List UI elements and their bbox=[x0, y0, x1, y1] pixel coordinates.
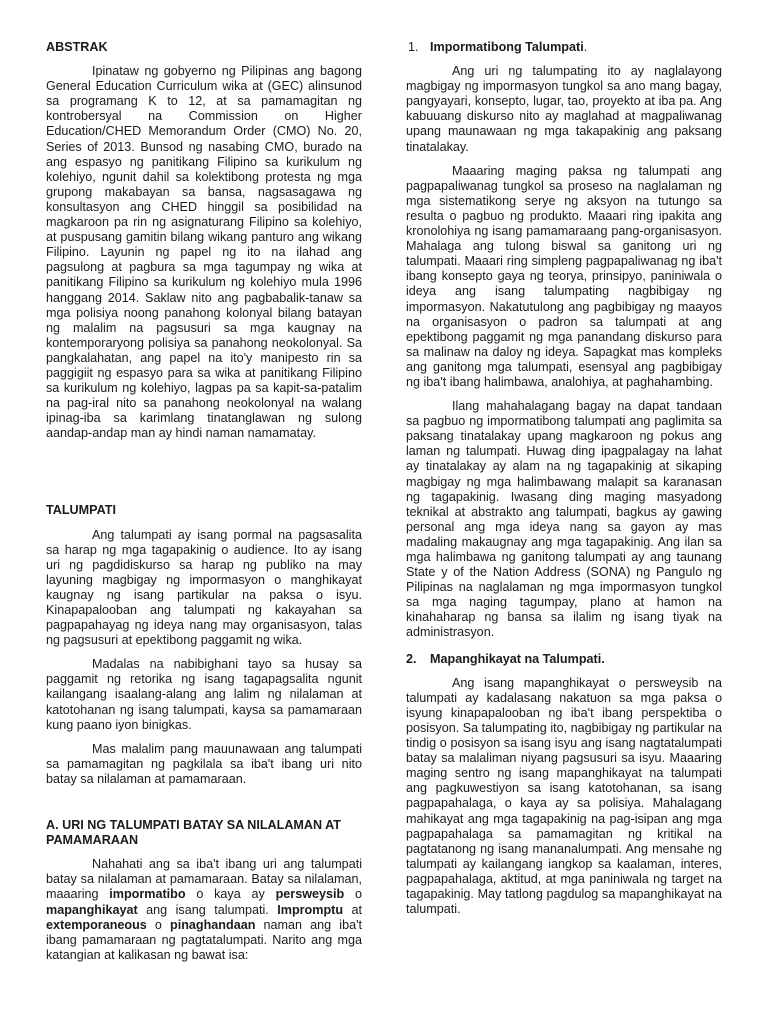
impormatibo-title: Impormatibong Talumpati bbox=[430, 40, 584, 54]
talumpati-paragraph-2: Madalas na nabibighani tayo sa husay sa paggamit ng retorika ng isang tagapagsalita ngunit kailangang isaalang-alang ang lalim ng nilalaman at katotohanan ng isang talumpati, kaysa sa pamamaraan kung paano iyon binigkas. bbox=[46, 657, 362, 732]
mapanghikayat-heading bbox=[406, 652, 722, 667]
left-column bbox=[46, 40, 362, 963]
abstrak-paragraph: Ipinataw ng gobyerno ng Pilipinas ang bagong General Education Curriculum wika at (GEC) alinsunod sa programang K to 12, at sa pamamagitan ng kontrobersyal na Commission on Higher Education/CHED Memorandum Order (CMO) No. 20, Series of 2013. Bunsod ng nasabing CMO, burado na ang espasyo ng panitikang Filipino sa kurikulum ng kolehiyo, ngunit dahil sa kolektibong protesta ng mga grupong makabayan sa bansa, nagsasagawa ng konsultasyon ang CHED hinggil sa posibilidad na magkaroon pa rin ng asignaturang Filipino sa kolehiyo, at puspusang gamitin bilang wikang panturo ang wikang Filipino. Layunin ng papel ng ito na ilahad ang pagsulong at pagbura sa mga tagumpay ng wika at panitikang Filipino sa kurikulum ng kolehiyo mula 1996 hanggang 2014. Saklaw nito ang pagbabalik-tanaw sa mga polisiya noong panahong kolonyal bilang batayan ng malalim na pagsusuri sa mga kaugnay na kontemporaryong polisiya sa panahong neokolonyal. Sa pangkalahatan, ang papel na ito'y manipesto rin sa paggigiit ng espasyo para sa wika at panitikang Filipino sa kurikulum ng kolehiyo, lagpas pa sa kapit-sa-patalim na pag-iral nito sa panahong neokolonyal na walang ipinag-iba sa karimlang tinatanglawan ng sulong aandap-andap man ay hindi naman namamatay. bbox=[46, 64, 362, 441]
impormatibo-paragraph-1: Ang uri ng talumpating ito ay naglalayong magbigay ng impormasyon tungkol sa ano mang bagay, pangyayari, konsepto, lugar, tao, proyekto at iba pa. Ang kabuuang diskurso nito ay maglahad at magpaliwanag upang maunawaan ng mga takapakinig ang paksang tinatalakay. bbox=[406, 64, 722, 154]
right-column bbox=[406, 40, 722, 917]
mapanghikayat-paragraph: Ang isang mapanghikayat o persweysib na talumpati ay kadalasang nakatuon sa mga paksa o isyung kinapapalooban ng iba't ibang perspektiba o posisyon. Sa talumpating ito, nagbibigay ng partikular na tindig o posisyon sa isang isyu ang isang nagtatalumpati batay sa malaliman niyang pagsusuri sa isyu. Maaaring maging sentro ng isang mapanghikayat na talumpati ang pagkuwestiyon sa isang katotohanan, sa isang pagpapahalaga, o kaya ay sa polisiya. Mahalagang mahikayat ang mga tagapakinig na pag-isipan ang mga pagpapahalaga sa pamamagitan ng kritikal na pagtatanong ng isang mananalumpati. Ang mensahe ng talumpati ay kailangang iangkop sa kaalaman, interes, pagpapahalaga, aktitud, at mga paniniwala ng target na tagapakinig. May tatlong pagdulog sa mapanghikayat na talumpati. bbox=[406, 675, 722, 917]
talumpati-heading: TALUMPATI bbox=[46, 503, 116, 518]
uri-heading: A. URI NG TALUMPATI BATAY SA NILALAMAN AT PAMAMARAAN bbox=[46, 818, 341, 848]
impormatibo-number: 1. bbox=[408, 40, 419, 54]
impormatibo-paragraph-3: Ilang mahahalagang bagay na dapat tandaan sa pagbuo ng impormatibong talumpati ang paglimita sa paksang tinatalakay upang magkaroon ng pokus ang laman ng talumpati. Huwag ding ipagpalagay na lahat ay tinatalakay ay alam na ng tagapakinig at sikaping magbigay ng mga halimbawang malapit sa karanasan ng tagapakinig. Iwasang ding maging masyadong teknikal at abstrakto ang talumpati, bagkus ay gawing personal ang mga ideya nang sa gayon ay mas madaling makaugnay ang mga tagapakinig. Ang ilan sa mga halimbawa ng ganitong talumpati ay ang taunang State y of the Nation Address (SONA) ng Pangulo ng Pilipinas na naglalaman ng mga impormasyon tungkol sa mga naging tagumpay, plano at hamon na kinahaharap ng bansa sa ilalim ng isang tiyak na administrasyon. bbox=[406, 399, 722, 640]
impormatibo-heading: 1. Impormatibong Talumpati. bbox=[408, 40, 588, 54]
abstrak-heading: ABSTRAK bbox=[46, 40, 108, 54]
impormatibo-paragraph-2: Maaaring maging paksa ng talumpati ang pagpapaliwanag tungkol sa proseso na naglalaman ng mga sistematikong serye ng aksyon na tutungo sa resulta o pagbuo ng produkto. Maaari ring ipakita ang kronolohiya ng isang pamamaraang pang-organisasyon. Mahalaga ang tulong biswal sa ganitong uri ng talumpati. Maaari ring simpleng pagpapaliwanag ng iba't ibang konsepto gaya ng teorya, prinsipyo, paniniwala o ideya ang isang talumpating nagbibigay ng impormasyon. Nakatutulong ang pagbibigay ng maayos na organisasyon o padron sa talumpati at ang epektibong paggamit ng mga panandang diskurso para sa malinaw na daloy ng ideya. Sapagkat mas kompleks ang ganitong mga talumpati, esensyal ang pagbibigay ng iba't ibang halimbawa, analohiya, at paghahambing. bbox=[406, 163, 722, 389]
mapanghikayat-number: 2. bbox=[406, 651, 417, 666]
uri-paragraph: Nahahati ang sa iba't ibang uri ang talumpati batay sa nilalaman at pamamaraan. Batay sa nilalaman, maaaring impormatibo o kaya ay persweysib o mapanghikayat ang isang talumpati. Impromptu at extemporaneous o pinaghandaan naman ang iba't ibang pamamaraan ng pagtatalumpati. Narito ang mga katangian at kalikasan ng bawat isa: bbox=[46, 857, 362, 962]
talumpati-paragraph-1: Ang talumpati ay isang pormal na pagsasalita sa harap ng mga tagapakinig o audience. Ito ay isang uri ng pagdidiskurso sa harap ng publiko na may layuning magbigay ng impormasyon o manghikayat kaugnay ng isang partikular na paksa o isyu. Kinapapalooban ang talumpati ng kakayahan sa pagpapahayag ng ideya nang may organisasyon, talas ng pagsusuri at epektibong paggamit ng wika. bbox=[46, 527, 362, 648]
talumpati-paragraph-3: Mas malalim pang mauunawaan ang talumpati sa pamamagitan ng pagkilala sa iba't ibang uri nito batay sa nilalaman at pamamaraan. bbox=[46, 741, 362, 786]
mapanghikayat-title: Mapanghikayat na Talumpati. bbox=[430, 651, 605, 666]
